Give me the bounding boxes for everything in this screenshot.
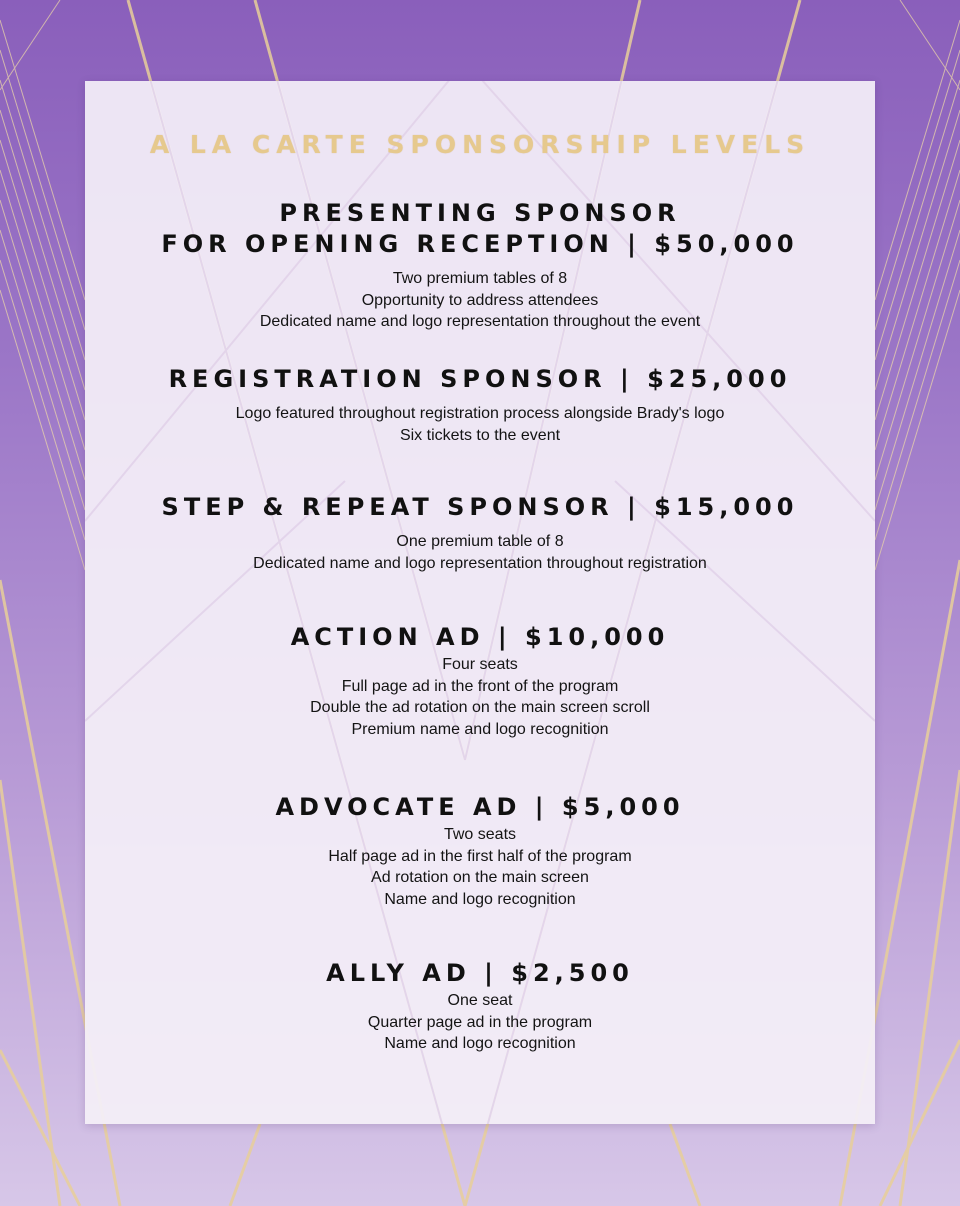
- benefit-item: Name and logo recognition: [384, 890, 576, 908]
- tier-ally-ad: [85, 958, 875, 1055]
- page-title: A LA CARTE SPONSORSHIP LEVELS: [149, 130, 811, 159]
- benefit-item: Dedicated name and logo representation throughout the event: [259, 313, 701, 330]
- tier-heading: ADVOCATE AD | $5,000: [275, 793, 685, 821]
- benefit-item: Name and logo recognition: [384, 1035, 576, 1052]
- benefit-item: Dedicated name and logo representation throughout registration: [253, 554, 707, 572]
- benefit-item: Premium name and logo recognition: [351, 720, 609, 738]
- benefit-item: Two seats: [443, 826, 517, 843]
- benefit-item: Quarter page ad in the program: [367, 1013, 593, 1031]
- benefit-list: [85, 654, 875, 740]
- benefit-item: Logo featured throughout registration process alongside Brady's logo: [235, 405, 725, 422]
- benefit-item: Four seats: [442, 656, 518, 673]
- benefit-list: [85, 824, 875, 910]
- tier-presenting-sponsor: [85, 198, 875, 333]
- tier-heading-line2: FOR OPENING RECEPTION | $50,000: [161, 230, 799, 258]
- tier-heading: ACTION AD | $10,000: [290, 623, 670, 651]
- benefit-list: [85, 403, 875, 446]
- tier-heading: REGISTRATION SPONSOR | $25,000: [168, 365, 792, 393]
- tier-action-ad: [85, 622, 875, 740]
- benefit-item: One seat: [447, 992, 513, 1009]
- benefit-list: [85, 268, 875, 333]
- benefit-item: Full page ad in the front of the program: [341, 677, 619, 695]
- benefit-list: [85, 990, 875, 1055]
- tier-heading: STEP & REPEAT SPONSOR | $15,000: [161, 493, 799, 521]
- benefit-item: Ad rotation on the main screen: [371, 869, 589, 886]
- benefit-item: Double the ad rotation on the main screen scroll: [310, 699, 650, 716]
- tier-heading-line1: PRESENTING SPONSOR: [279, 199, 681, 227]
- tier-heading: ALLY AD | $2,500: [326, 959, 634, 987]
- benefit-item: Six tickets to the event: [399, 426, 561, 444]
- tier-step-repeat-sponsor: [85, 492, 875, 574]
- sponsorship-card: [85, 81, 875, 1124]
- benefit-list: [85, 531, 875, 574]
- benefit-item: Opportunity to address attendees: [361, 291, 599, 309]
- tier-registration-sponsor: [85, 364, 875, 446]
- tier-advocate-ad: [85, 792, 875, 910]
- benefit-item: Half page ad in the first half of the program: [328, 847, 632, 865]
- benefit-item: Two premium tables of 8: [392, 270, 568, 287]
- benefit-item: One premium table of 8: [396, 533, 564, 550]
